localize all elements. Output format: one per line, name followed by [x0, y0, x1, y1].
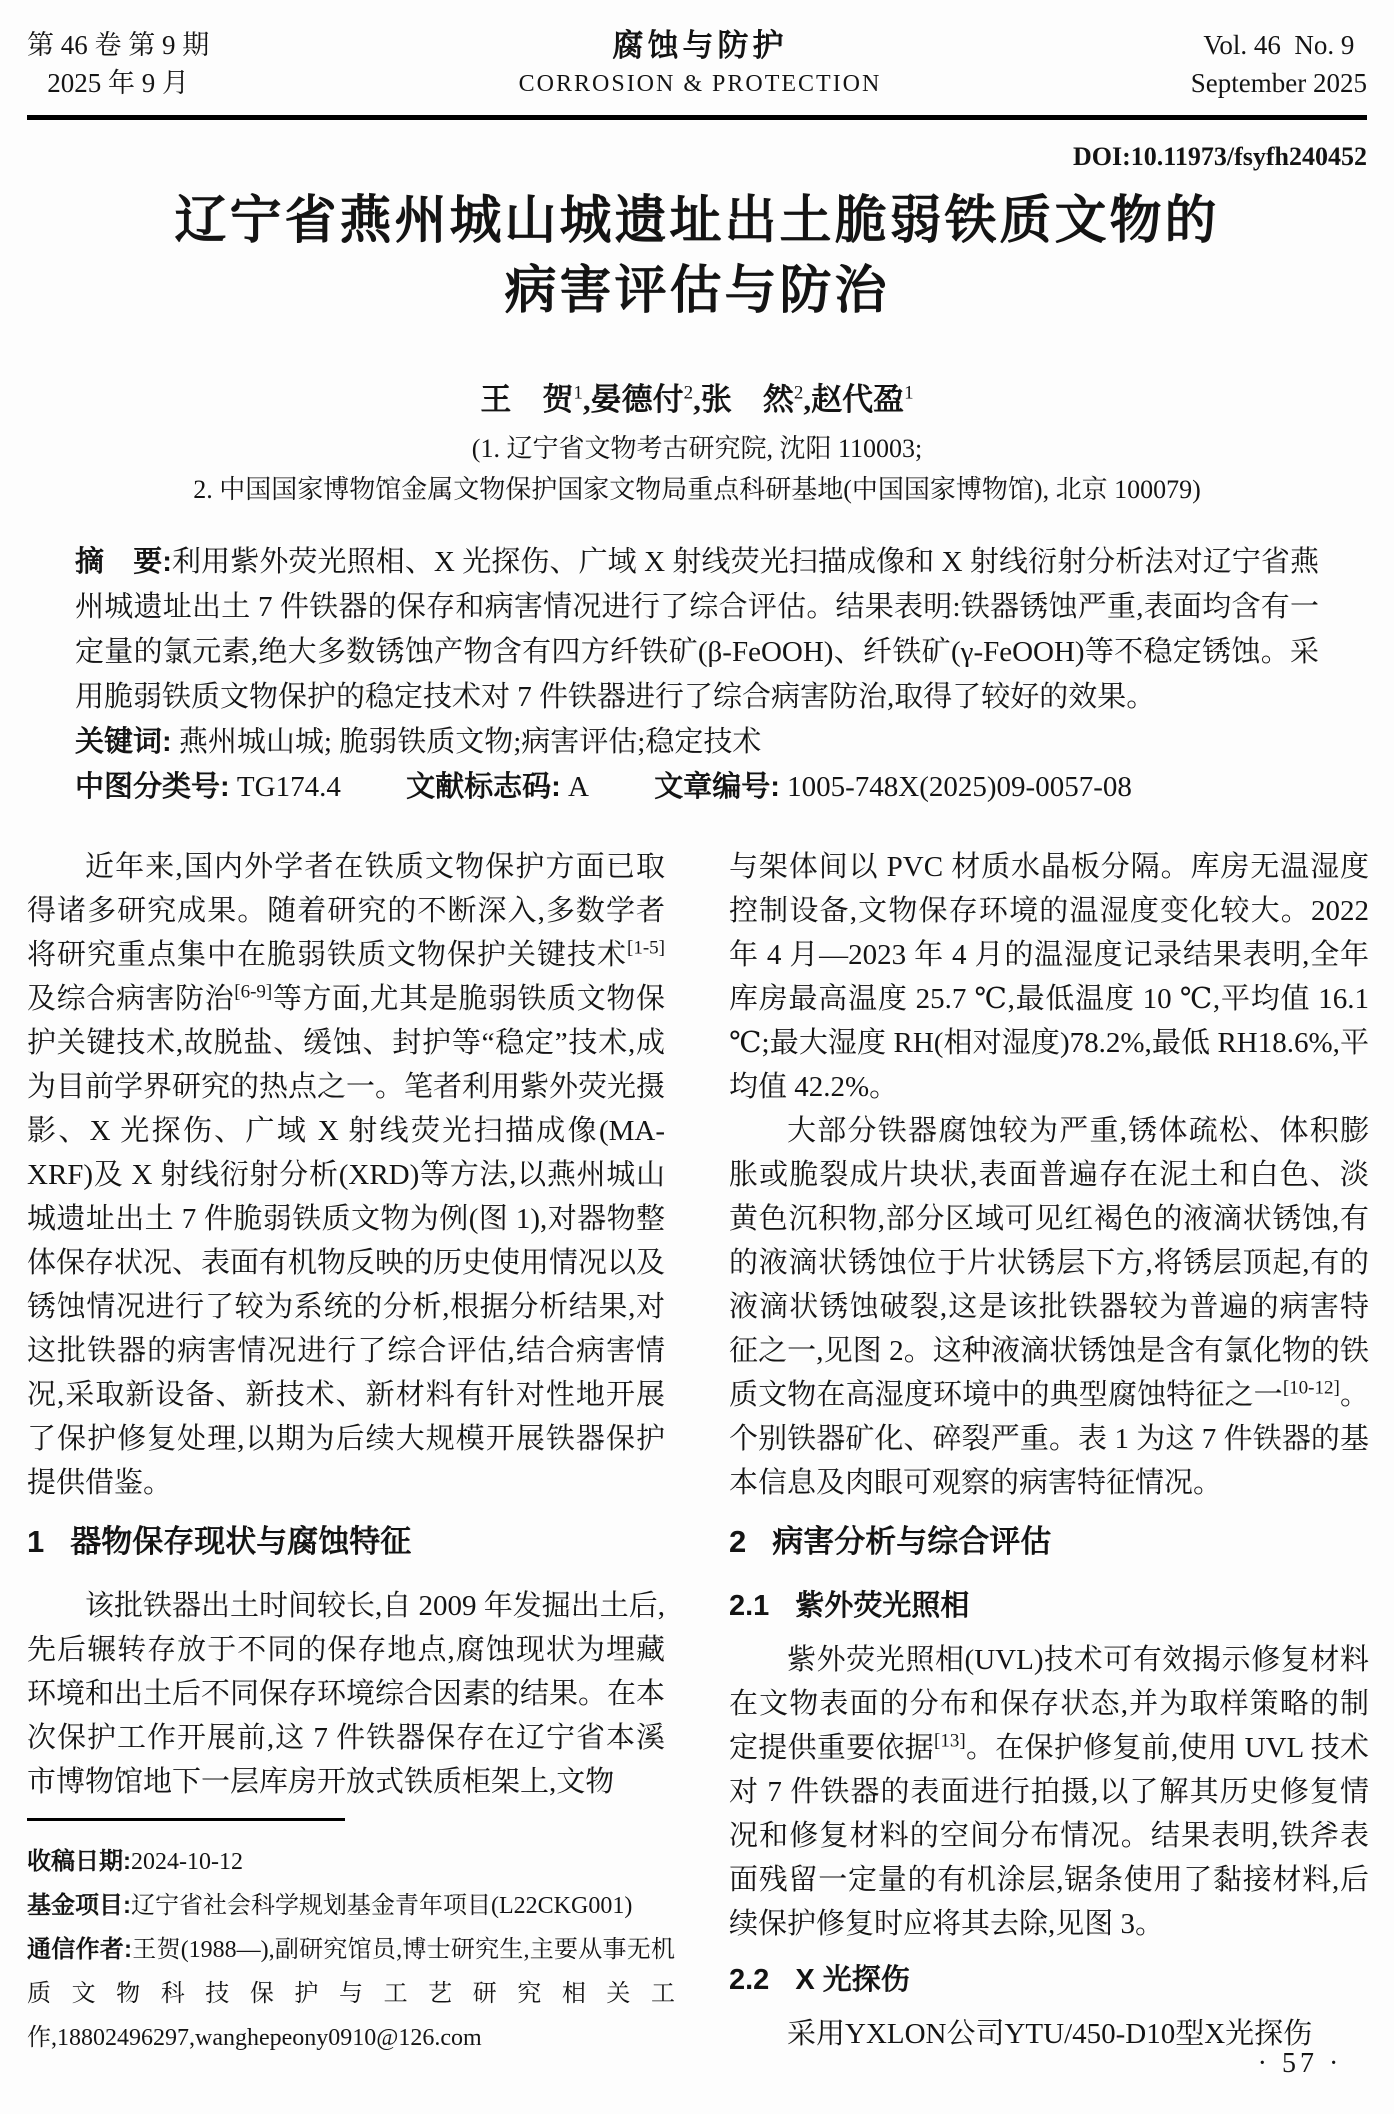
uvl-text: 。在保护修复前,使用 UVL 技术对 7 件铁器的表面进行拍摄,以了解其历史修复情况和修复材料的空间分布情况。结果表明,铁斧表面残留一定量的有机涂层,锯条使用了黏接材料,后续保护修复时应将其去除,见图 3。 [729, 1732, 1369, 1940]
section-2-2-title: X 光探伤 [795, 1964, 910, 1996]
abstract-label: 摘 要: [75, 546, 172, 578]
section-2-1-number: 2.1 [729, 1590, 770, 1622]
section-2-1-heading [729, 1584, 1369, 1628]
keywords-label: 关键词: [75, 726, 172, 758]
article-id-value: 1005-748X(2025)09-0057-08 [787, 771, 1132, 803]
abstract-text: 利用紫外荧光照相、X 光探伤、广域 X 射线荧光扫描成像和 X 射线衍射分析法对辽宁省燕州城遗址出土 7 件铁器的保存和病害情况进行了综合评估。结果表明:铁器锈蚀严重,表面均含有一定量的氯元素,绝大多数锈蚀产物含有四方纤铁矿(β-FeOOH)、纤铁矿(γ-FeOOH)等不稳定锈蚀。采用脆弱铁质文物保护的稳定技术对 7 件铁器进行了综合病害防治,取得了较好的效果。 [75, 546, 1319, 713]
received-date: 2024-10-12 [131, 1849, 243, 1875]
section-2-heading [729, 1519, 1369, 1564]
header-right-block [1191, 26, 1367, 102]
intro-paragraph [27, 845, 665, 1505]
volume-issue-cn: 第 46 卷 第 9 期 [27, 30, 210, 60]
corresponding-author-info: 王贺(1988—),副研究馆员,博士研究生,主要从事无机质文物科技保护与工艺研究相关工作,18802496297,wanghepeony0910@126.com [27, 1937, 676, 2051]
section-2-2-number: 2.2 [729, 1964, 770, 1996]
journal-header [27, 26, 1367, 102]
article-id-group [654, 765, 1132, 810]
doi: DOI:10.11973/fsyfh240452 [1073, 142, 1367, 171]
corrosion-paragraph [729, 1109, 1369, 1505]
footnote-received [27, 1840, 675, 1884]
uvl-paragraph [729, 1638, 1369, 1946]
uvl-text: 紫外荧光照相(UVL)技术可有效揭示修复材料在文物表面的分布和保存状态,并为取样策略的制定提供重要依据 [729, 1644, 1369, 1764]
header-left-block [27, 26, 209, 102]
fund-text: 辽宁省社会科学规划基金青年项目(L22CKG001) [131, 1893, 633, 1919]
page-number: · 57 · [1257, 2048, 1343, 2079]
header-rule [27, 115, 1367, 120]
classification-line [75, 765, 1319, 810]
intro-text: 及综合病害防治 [27, 983, 235, 1015]
section-1-number: 1 [27, 1524, 45, 1559]
author-name: ,晏德付 [582, 382, 684, 417]
body-right-column [729, 845, 1369, 2056]
author-superscript: 2 [683, 382, 694, 404]
section-2-1-title: 紫外荧光照相 [795, 1590, 970, 1622]
section-2-title: 病害分析与综合评估 [772, 1524, 1052, 1559]
body-left-column [27, 845, 665, 1804]
doc-code-value: A [568, 771, 589, 803]
section-1-heading [27, 1519, 665, 1564]
article-title [0, 186, 1394, 326]
journal-name-en: CORROSION & PROTECTION [518, 71, 882, 97]
author-name: ,赵代盈 [803, 382, 905, 417]
issue-date-en: September 2025 [1190, 68, 1367, 98]
doc-code-group [406, 765, 589, 810]
corrosion-text: 。个别铁器矿化、碎裂严重。表 1 为这 7 件铁器的基本信息及肉眼可观察的病害特征情况。 [729, 1379, 1369, 1499]
affiliation-line-2: 2. 中国国家博物馆金属文物保护国家文物局重点科研基地(中国国家博物馆), 北京 100079) [193, 475, 1201, 504]
intro-text: 近年来,国内外学者在铁质文物保护方面已取得诸多研究成果。随着研究的不断深入,多数学者将研究重点集中在脆弱铁质文物保护关键技术 [27, 851, 665, 971]
doc-code-label: 文献标志码: [406, 771, 561, 803]
section-1-paragraph: 该批铁器出土时间较长,自 2009 年发掘出土后,先后辗转存放于不同的保存地点,腐蚀现状为埋藏环境和出土后不同保存环境综合因素的结果。在本次保护工作开展前,这 7 件铁器保存在辽宁省本溪市博物馆地下一层库房开放式铁质柜架上,文物 [27, 1590, 666, 1798]
ref-superscript: [13] [934, 1730, 966, 1752]
corresponding-author-label: 通信作者: [27, 1936, 132, 1963]
environment-paragraph: 与架体间以 PVC 材质水晶板分隔。库房无温湿度控制设备,文物保存环境的温湿度变化较大。2022 年 4 月—2023 年 4 月的温湿度记录结果表明,全年库房最高温度 25.7 ℃,最低温度 10 ℃,平均值 16.1 ℃;最大湿度 RH(相对湿度)78.2%,最低 RH18.6%,平均值 42.2%。 [729, 851, 1369, 1103]
intro-text: 等方面,尤其是脆弱铁质文物保护关键技术,故脱盐、缓蚀、封护等“稳定”技术,成为目前学界研究的热点之一。笔者利用紫外荧光摄影、X 光探伤、广域 X 射线荧光扫描成像(MA-XRF)及 X 射线衍射分析(XRD)等方法,以燕州城山城遗址出土 7 件脆弱铁质文物为例(图 1),对器物整体保存状况、表面有机物反映的历史使用情况以及锈蚀情况进行了较为系统的分析,根据分析结果,对这批铁器的病害情况进行了综合评估,结合病害情况,采取新设备、新技术、新材料有针对性地开展了保护修复处理,以期为后续大规模开展铁器保护提供借鉴。 [27, 983, 666, 1499]
article-title-line2: 病害评估与防治 [504, 262, 890, 320]
keywords-line [75, 720, 1319, 765]
author-superscript: 2 [793, 382, 804, 404]
footnote-author [27, 1928, 675, 2060]
author-superscript: 1 [904, 382, 914, 404]
issue-date-cn: 2025 年 9 月 [47, 68, 189, 98]
journal-name-cn: 腐蚀与防护 [612, 28, 788, 63]
xray-paragraph: 采用YXLON公司YTU/450-D10型X光探伤 [787, 2018, 1313, 2050]
clc-label: 中图分类号: [75, 771, 230, 803]
section-2-number: 2 [729, 1524, 747, 1559]
footnote-rule [27, 1818, 345, 1821]
section-1-title: 器物保存现状与腐蚀特征 [70, 1524, 412, 1559]
ref-superscript: [6-9] [234, 981, 273, 1003]
clc-value: TG174.4 [236, 771, 341, 803]
section-2-2-heading [729, 1958, 1369, 2002]
author-name: 王 贺 [480, 382, 574, 417]
affiliation-line-1: (1. 辽宁省文物考古研究院, 沈阳 110003; [471, 434, 923, 463]
affiliations [0, 428, 1394, 510]
keywords-text: 燕州城山城; 脆弱铁质文物;病害评估;稳定技术 [178, 726, 762, 758]
footnote-block [27, 1840, 675, 2060]
author-superscript: 1 [573, 382, 583, 404]
ref-superscript: [10-12] [1282, 1377, 1340, 1399]
header-center-block [519, 26, 882, 102]
clc-group [75, 765, 341, 810]
footnote-fund [27, 1884, 675, 1928]
ref-superscript: [1-5] [627, 937, 665, 959]
authors-line [0, 374, 1394, 419]
article-title-line1: 辽宁省燕州城山城遗址出土脆弱铁质文物的 [174, 192, 1220, 250]
received-label: 收稿日期: [27, 1848, 131, 1875]
corrosion-text: 大部分铁器腐蚀较为严重,锈体疏松、体积膨胀或脆裂成片块状,表面普遍存在泥土和白色、淡黄色沉积物,部分区域可见红褐色的液滴状锈蚀,有的液滴状锈蚀位于片状锈层下方,将锈层顶起,有的液滴状锈蚀破裂,这是该批铁器较为普遍的病害特征之一,见图 2。这种液滴状锈蚀是含有氯化物的铁质文物在高湿度环境中的典型腐蚀特征之一 [729, 1115, 1369, 1411]
abstract-paragraph [75, 540, 1319, 720]
author-name: ,张 然 [693, 382, 794, 417]
abstract-block [75, 540, 1319, 810]
article-id-label: 文章编号: [654, 771, 780, 803]
volume-issue-en: Vol. 46 No. 9 [1203, 30, 1355, 60]
fund-label: 基金项目: [27, 1892, 131, 1919]
